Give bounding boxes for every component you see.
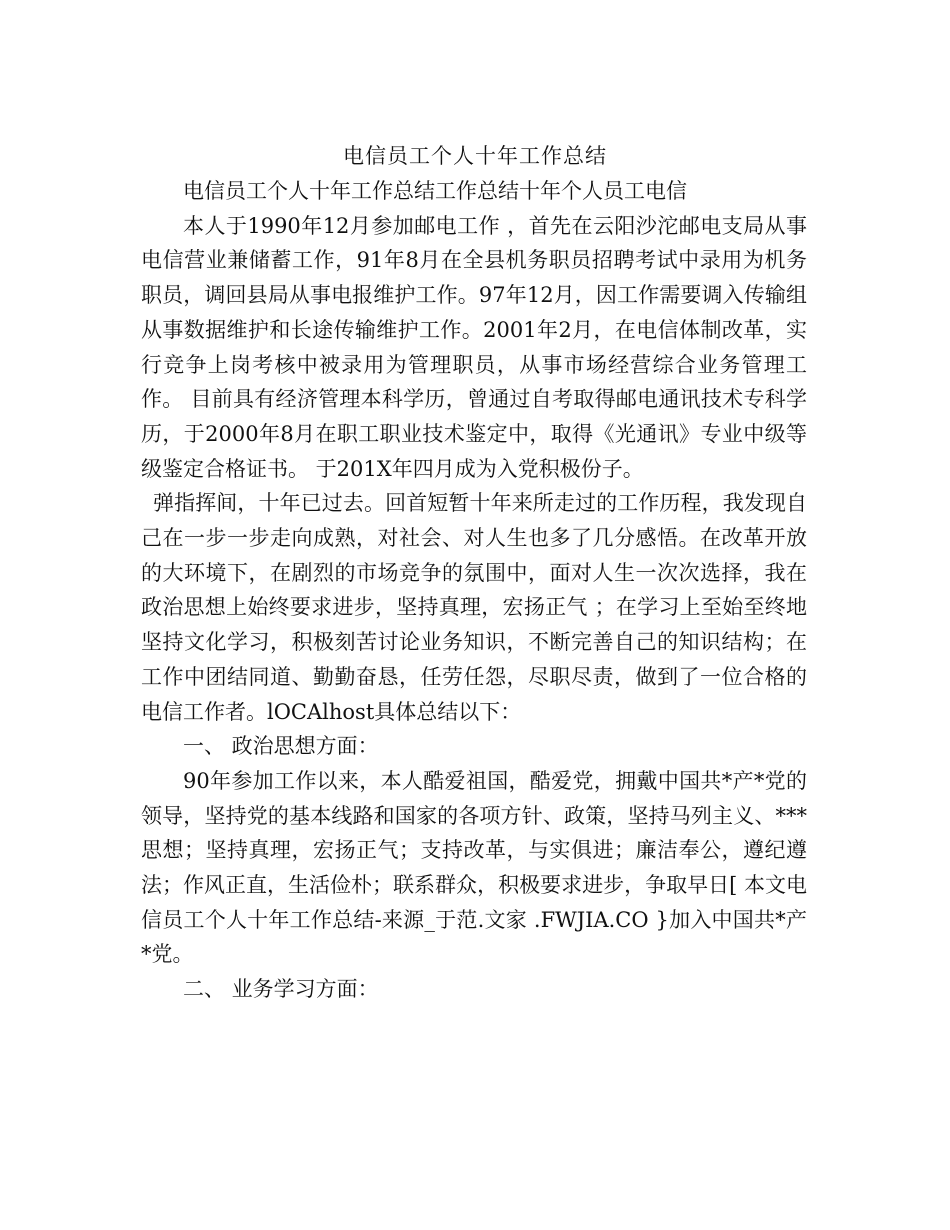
paragraph-political: 90年参加工作以来，本人酷爱祖国，酷爱党，拥戴中国共*产*党的领导，坚持党的基本线路和国家的各项方针、政策，坚持马列主义、***思想；坚持真理，宏扬正气；支持改革，与实俱进；廉洁奉公，遵纪遵法；作风正直，生活俭朴；联系群众，积极要求进步，争取早日[ 本文电信员工个人十年工作总结-来源_于范.文家 .FWJIA.CO }加入中国共*产*党。 [141,768,807,967]
document-title: 电信员工个人十年工作总结 [343,144,607,168]
paragraph-keywords: 电信员工个人十年工作总结工作总结十年个人员工电信 [183,179,687,203]
section-heading-political: 一、 政治思想方面： [183,734,379,759]
document-body [141,174,807,1007]
paragraph-reflection: 弹指挥间，十年已过去。回首短暂十年来所走过的工作历程，我发现自己在一步一步走向成熟，对社会、对人生也多了几分感悟。在改革开放的大环境下，在剧烈的市场竞争的氛围中，面对人生一次次选择，我在政治思想上始终要求进步，坚持真理，宏扬正气 ；在学习上至始至终地坚持文化学习，积极刻苦讨论业务知识，不断完善自己的知识结构；在工作中团结同道、勤勤奋恳，任劳任怨，尽职尽责，做到了一位合格的电信工作者。lOCAlhost具体总结以下： [141,491,807,724]
section-heading-study: 二、 业务学习方面： [183,977,379,1002]
paragraph-career: 本人于1990年12月参加邮电工作 ，首先在云阳沙沱邮电支局从事电信营业兼储蓄工作，91年8月在全县机务职员招聘考试中录用为机务职员，调回县局从事电报维护工作。97年12月，因工作需要调入传输组从事数据维护和长途传输维护工作。2001年2月，在电信体制改革，实行竞争上岗考核中被录用为管理职员，从事市场经营综合业务管理工作。 目前具有经济管理本科学历，曾通过自考取得邮电通讯技术专科学历，于2000年8月在职工职业技术鉴定中，取得《光通讯》专业中级等级鉴定合格证书。 于201X年四月成为入党积极份子。 [141,213,807,481]
